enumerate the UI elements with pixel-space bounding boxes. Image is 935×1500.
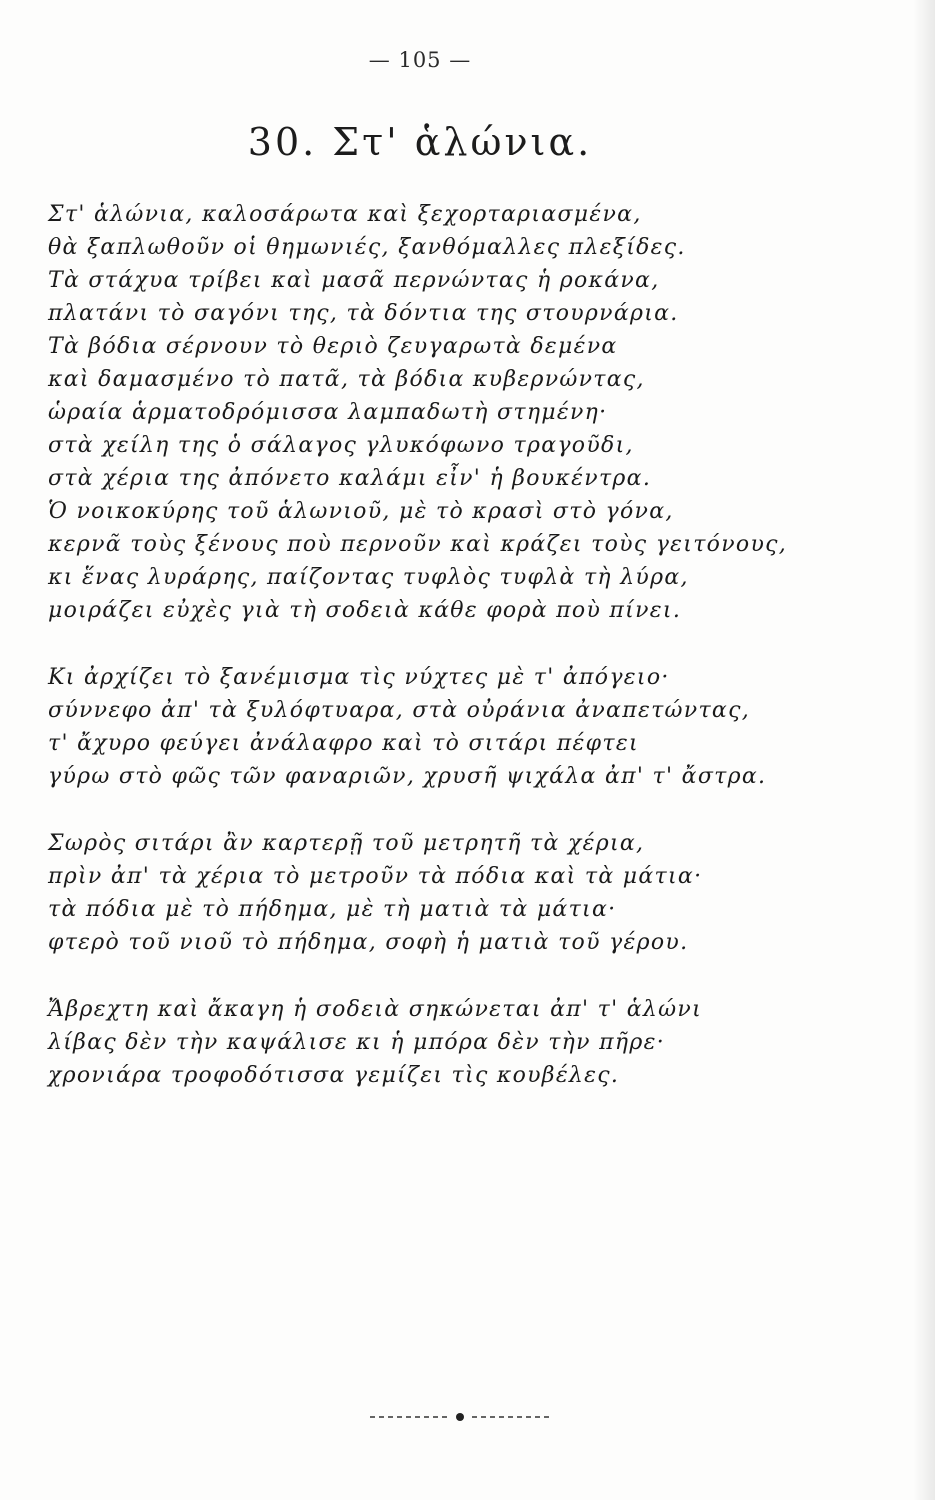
poem-line: θὰ ξαπλωθοῦν οἱ θημωνιές, ξανθόμαλλες πλεξίδες. [48,235,686,260]
poem-line: Σωρὸς σιτάρι ἂν καρτερῇ τοῦ μετρητῆ τὰ χέρια, [48,831,645,856]
poem-line: Ἄβρεχτη καὶ ἄκαγη ἡ σοδειὰ σηκώνεται ἀπ' τ' ἁλώνι [48,997,703,1022]
poem-line: ὡραία ἁρματοδρόμισσα λαμπαδωτὴ στημένη· [48,400,608,425]
poem-line: κι ἕνας λυράρης, παίζοντας τυφλὸς τυφλὰ τὴ λύρα, [48,565,689,590]
poem-line: στὰ χέρια της ἀπόνετο καλάμι εἶν' ἡ βουκέντρα. [48,466,652,491]
poem-line: μοιράζει εὐχὲς γιὰ τὴ σοδειὰ κάθε φορὰ ποὺ πίνει. [48,598,682,623]
poem-line: Ὁ νοικοκύρης τοῦ ἁλωνιοῦ, μὲ τὸ κρασὶ στὸ γόνα, [48,499,674,524]
poem-line: πλατάνι τὸ σαγόνι της, τὰ δόντια της στουρνάρια. [48,301,679,326]
poem-line: σύννεφο ἀπ' τὰ ξυλόφτυαρα, στὰ οὐράνια ἀναπετώντας, [48,698,751,723]
poem-line: Κι ἀρχίζει τὸ ξανέμισμα τὶς νύχτες μὲ τ' ἀπόγειο· [48,665,670,690]
stanza-1 [48,198,878,627]
end-ornament-icon [370,1410,550,1424]
stanza-4 [48,993,878,1092]
poem-body [48,198,878,1126]
poem-line: γύρω στὸ φῶς τῶν φαναριῶν, χρυσῆ ψιχάλα ἀπ' τ' ἄστρα. [48,764,767,789]
poem-line: τὰ πόδια μὲ τὸ πήδημα, μὲ τὴ ματιὰ τὰ μάτια· [48,897,617,922]
poem-line: πρὶν ἀπ' τὰ χέρια τὸ μετροῦν τὰ πόδια καὶ τὰ μάτια· [48,864,703,889]
poem-line: τ' ἄχυρο φεύγει ἀνάλαφρο καὶ τὸ σιτάρι πέφτει [48,731,639,756]
poem-line: Τὰ βόδια σέρνουν τὸ θεριὸ ζευγαρωτὰ δεμένα [48,334,618,359]
stanza-3 [48,827,878,959]
poem-title: 30. Στ' ἁλώνια. [247,120,593,164]
poem-line: λίβας δὲν τὴν καψάλισε κι ἡ μπόρα δὲν τὴν πῆρε· [48,1030,665,1055]
poem-line: στὰ χείλη της ὁ σάλαγος γλυκόφωνο τραγοῦδι, [48,433,634,458]
poem-line: Στ' ἁλώνια, καλοσάρωτα καὶ ξεχορταριασμένα, [48,202,642,227]
poem-line: φτερὸ τοῦ νιοῦ τὸ πήδημα, σοφὴ ἡ ματιὰ τοῦ γέρου. [48,930,689,955]
poem-line: κερνᾶ τοὺς ξένους ποὺ περνοῦν καὶ κράζει τοὺς γειτόνους, [48,532,788,557]
page-edge-shadow [913,0,935,1500]
page-number: — 105 — [368,48,472,72]
poem-line: καὶ δαμασμένο τὸ πατᾶ, τὰ βόδια κυβερνώντας, [48,367,645,392]
poem-line: χρονιάρα τροφοδότισσα γεμίζει τὶς κουβέλες. [48,1063,620,1088]
stanza-2 [48,661,878,793]
poem-line: Τὰ στάχυα τρίβει καὶ μασᾶ περνώντας ἡ ροκάνα, [48,268,660,293]
